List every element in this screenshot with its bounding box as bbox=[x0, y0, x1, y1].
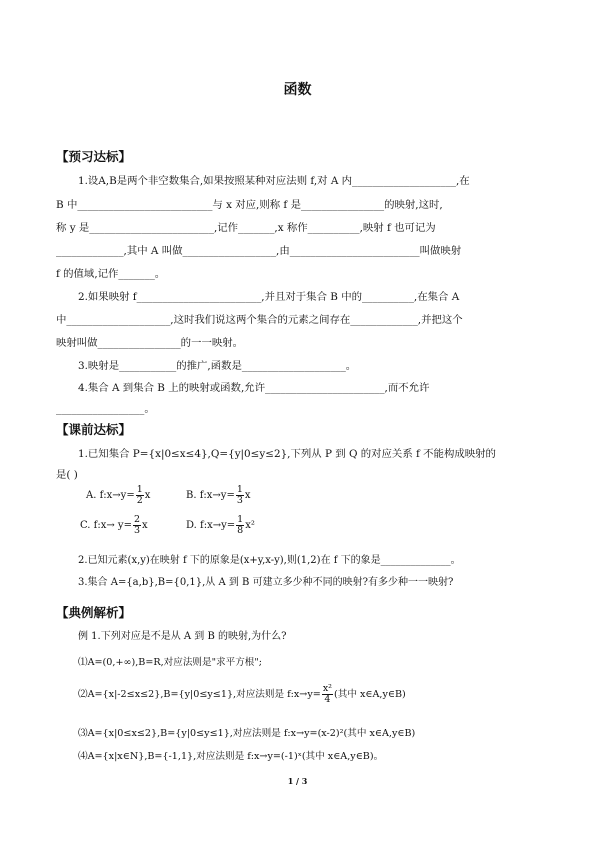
example-item-4: ⑷A={x|x∈N},B={-1,1},对应法则是 f:x→y=(-1)ˣ(其中 x∈A,y∈B)。 bbox=[78, 751, 384, 762]
preview-line-4: _____________,其中 A 叫做__________________,由_________________________叫做映射 bbox=[56, 245, 462, 257]
question-1-line-2: 是( ) bbox=[56, 469, 78, 481]
page-title: 函数 bbox=[283, 82, 312, 98]
preview-line-2: B 中__________________________与 x 对应,则称 f 是________________的映射,这时, bbox=[56, 199, 443, 211]
option-d: D. f:x→y= $\frac{1}{8}$ x² bbox=[186, 514, 255, 536]
option-c: C. f:x→ y= $\frac{2}{3}$ x bbox=[80, 514, 148, 536]
section-heading-examples: 【典例解析】 bbox=[56, 605, 132, 620]
preview-line-6: 2.如果映射 f________________________,并且对于集合 B 中的__________,在集合 A bbox=[78, 291, 460, 303]
example-1-intro: 例 1.下列对应是不是从 A 到 B 的映射,为什么? bbox=[78, 631, 287, 642]
option-b: B. f:x→y= $\frac{1}{3}$ x bbox=[186, 484, 251, 506]
question-2: 2.已知元素(x,y)在映射 f 下的原象是(x+y,x-y),则(1,2)在 f 下的象是______________。 bbox=[78, 555, 461, 566]
preview-line-11: _________________。 bbox=[56, 403, 155, 415]
preview-line-9: 3.映射是___________的推广,函数是____________________。 bbox=[78, 360, 357, 372]
section-heading-preview: 【预习达标】 bbox=[56, 149, 132, 164]
preview-line-7: 中____________________,这时我们说这两个集合的元素之间存在_____________,并把这个 bbox=[56, 314, 463, 326]
example-item-2: ⑵A={x|-2≤x≤2},B={y|0≤y≤1},对应法则是 f:x→y= $\frac{\text{x²}}{4}$ (其中 x∈A,y∈B) bbox=[78, 683, 406, 705]
option-a: A. f:x→y= $\frac{1}{2}$ x bbox=[86, 484, 151, 506]
preview-line-5: f 的值域,记作_______。 bbox=[56, 268, 166, 280]
section-heading-preclass: 【课前达标】 bbox=[56, 422, 132, 437]
preview-line-3: 称 y 是________________________,记作_______,x 称作__________,映射 f 也可记为 bbox=[56, 222, 436, 234]
example-item-3: ⑶A={x|0≤x≤2},B={y|0≤y≤1},对应法则是 f:x→y=(x-2)²(其中 x∈A,y∈B) bbox=[78, 728, 416, 739]
question-3: 3.集合 A={a,b},B={0,1},从 A 到 B 可建立多少种不同的映射?有多少种一一映射? bbox=[78, 577, 454, 588]
preview-line-10: 4.集合 A 到集合 B 上的映射或函数,允许_______________________,而不允许 bbox=[78, 382, 430, 394]
question-1-line-1: 1.已知集合 P={x|0≤x≤4},Q={y|0≤y≤2},下列从 P 到 Q 的对应关系 f 不能构成映射的 bbox=[78, 448, 496, 460]
preview-line-8: 映射叫做________________的一一映射。 bbox=[56, 337, 244, 349]
page-number: 1 / 3 bbox=[287, 776, 308, 786]
example-item-1: ⑴A=(0,+∞),B=R,对应法则是"求平方根"; bbox=[78, 657, 263, 668]
preview-line-1: 1.设A,B是两个非空数集合,如果按照某种对应法则 f,对 A 内____________________,在 bbox=[78, 175, 470, 187]
